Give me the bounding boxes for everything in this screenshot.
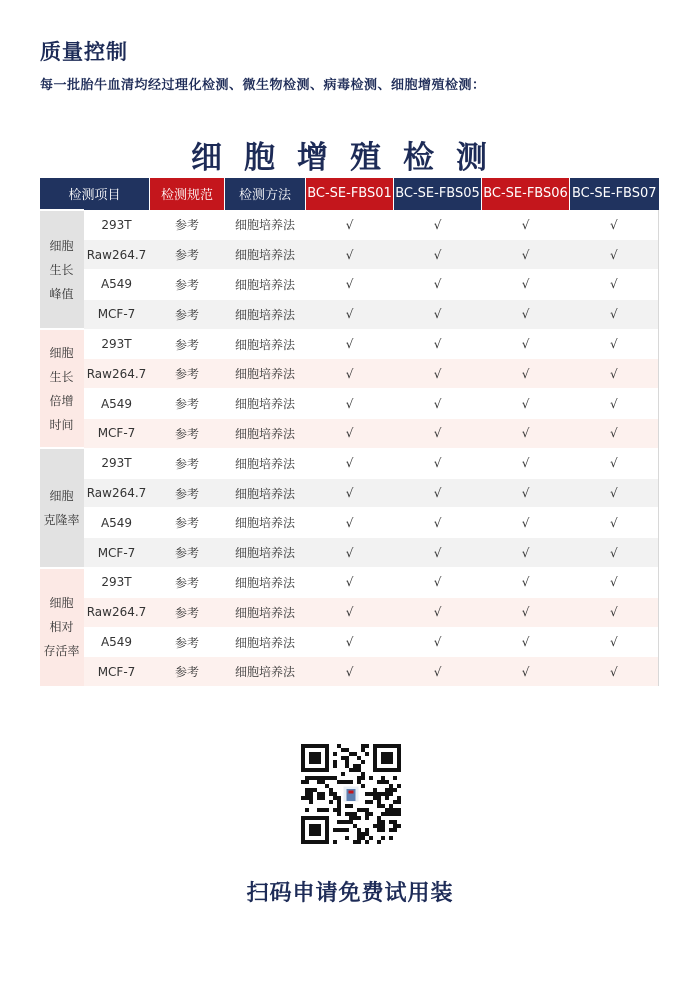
- check-mark: √: [394, 299, 482, 329]
- check-mark: √: [394, 627, 482, 657]
- table-row: [40, 270, 659, 300]
- cell-line: 293T: [84, 329, 150, 359]
- group-label: 细胞 相对 存活率: [40, 568, 84, 687]
- check-mark: √: [570, 299, 659, 329]
- check-mark: √: [482, 210, 570, 240]
- check-mark: √: [394, 597, 482, 627]
- spec-cell: 参考: [150, 538, 225, 568]
- method-cell: 细胞培养法: [225, 419, 306, 449]
- table-row: [40, 329, 659, 359]
- check-mark: √: [394, 657, 482, 686]
- group-label: 细胞 生长 倍增 时间: [40, 329, 84, 448]
- cell-line: MCF-7: [84, 538, 150, 568]
- check-mark: √: [482, 270, 570, 300]
- check-mark: √: [570, 389, 659, 419]
- check-mark: √: [570, 508, 659, 538]
- table-row: [40, 597, 659, 627]
- table-row: [40, 240, 659, 270]
- cell-line: MCF-7: [84, 657, 150, 686]
- method-cell: 细胞培养法: [225, 240, 306, 270]
- check-mark: √: [570, 329, 659, 359]
- check-mark: √: [482, 240, 570, 270]
- check-mark: √: [394, 240, 482, 270]
- spec-cell: 参考: [150, 657, 225, 686]
- header-test-item: 检测项目: [40, 178, 150, 210]
- header-fbs01: BC-SE-FBS01: [306, 178, 394, 210]
- method-cell: 细胞培养法: [225, 627, 306, 657]
- group-label: 细胞 克隆率: [40, 448, 84, 567]
- header-spec: 检测规范: [150, 178, 225, 210]
- check-mark: √: [482, 448, 570, 478]
- spec-cell: 参考: [150, 299, 225, 329]
- method-cell: 细胞培养法: [225, 657, 306, 686]
- check-mark: √: [570, 568, 659, 598]
- check-mark: √: [394, 210, 482, 240]
- check-mark: √: [306, 538, 394, 568]
- cell-line: Raw264.7: [84, 478, 150, 508]
- method-cell: 细胞培养法: [225, 389, 306, 419]
- cell-line: 293T: [84, 210, 150, 240]
- check-mark: √: [482, 389, 570, 419]
- table-row: [40, 419, 659, 449]
- qr-code-icon: [301, 744, 401, 844]
- table-row: [40, 538, 659, 568]
- check-mark: √: [394, 270, 482, 300]
- check-mark: √: [394, 478, 482, 508]
- check-mark: √: [306, 508, 394, 538]
- check-mark: √: [394, 359, 482, 389]
- cell-line: Raw264.7: [84, 359, 150, 389]
- table-row: [40, 299, 659, 329]
- method-cell: 细胞培养法: [225, 329, 306, 359]
- table-body: [40, 210, 659, 686]
- check-mark: √: [570, 627, 659, 657]
- check-mark: √: [482, 478, 570, 508]
- check-mark: √: [482, 597, 570, 627]
- check-mark: √: [570, 478, 659, 508]
- table-row: [40, 359, 659, 389]
- table-title: 细胞增殖检测: [191, 140, 509, 176]
- table-row: [40, 448, 659, 478]
- method-cell: 细胞培养法: [225, 478, 306, 508]
- check-mark: √: [570, 597, 659, 627]
- spec-cell: 参考: [150, 329, 225, 359]
- cell-line: A549: [84, 389, 150, 419]
- table-row: [40, 389, 659, 419]
- check-mark: √: [306, 389, 394, 419]
- header-fbs06: BC-SE-FBS06: [482, 178, 570, 210]
- check-mark: √: [482, 627, 570, 657]
- method-cell: 细胞培养法: [225, 508, 306, 538]
- table-row: [40, 478, 659, 508]
- method-cell: 细胞培养法: [225, 597, 306, 627]
- check-mark: √: [482, 508, 570, 538]
- check-mark: √: [482, 299, 570, 329]
- call-to-action: 扫码申请免费试用装: [246, 881, 454, 906]
- cell-line: Raw264.7: [84, 597, 150, 627]
- check-mark: √: [306, 448, 394, 478]
- cell-line: Raw264.7: [84, 240, 150, 270]
- check-mark: √: [482, 538, 570, 568]
- table-header-row: [40, 178, 659, 210]
- check-mark: √: [306, 270, 394, 300]
- check-mark: √: [306, 329, 394, 359]
- check-mark: √: [482, 359, 570, 389]
- check-mark: √: [570, 657, 659, 686]
- section-heading: 质量控制: [40, 40, 128, 64]
- check-mark: √: [306, 657, 394, 686]
- check-mark: √: [394, 419, 482, 449]
- cell-line: 293T: [84, 448, 150, 478]
- check-mark: √: [482, 329, 570, 359]
- check-mark: √: [306, 299, 394, 329]
- method-cell: 细胞培养法: [225, 538, 306, 568]
- method-cell: 细胞培养法: [225, 210, 306, 240]
- method-cell: 细胞培养法: [225, 299, 306, 329]
- check-mark: √: [570, 448, 659, 478]
- check-mark: √: [306, 359, 394, 389]
- qc-table: [39, 178, 659, 686]
- check-mark: √: [570, 210, 659, 240]
- check-mark: √: [394, 508, 482, 538]
- check-mark: √: [482, 657, 570, 686]
- check-mark: √: [570, 240, 659, 270]
- spec-cell: 参考: [150, 389, 225, 419]
- cell-line: A549: [84, 270, 150, 300]
- spec-cell: 参考: [150, 419, 225, 449]
- method-cell: 细胞培养法: [225, 448, 306, 478]
- check-mark: √: [570, 270, 659, 300]
- spec-cell: 参考: [150, 627, 225, 657]
- check-mark: √: [394, 329, 482, 359]
- table-row: [40, 568, 659, 598]
- section-subheading: 每一批胎牛血清均经过理化检测、微生物检测、病毒检测、细胞增殖检测：: [40, 78, 486, 93]
- spec-cell: 参考: [150, 478, 225, 508]
- check-mark: √: [482, 568, 570, 598]
- check-mark: √: [394, 389, 482, 419]
- check-mark: √: [394, 448, 482, 478]
- table-row: [40, 627, 659, 657]
- spec-cell: 参考: [150, 448, 225, 478]
- header-method: 检测方法: [225, 178, 306, 210]
- header-fbs05: BC-SE-FBS05: [394, 178, 482, 210]
- cell-line: MCF-7: [84, 419, 150, 449]
- cell-line: A549: [84, 627, 150, 657]
- check-mark: √: [570, 359, 659, 389]
- header-fbs07: BC-SE-FBS07: [570, 178, 659, 210]
- cell-line: A549: [84, 508, 150, 538]
- check-mark: √: [306, 568, 394, 598]
- check-mark: √: [570, 538, 659, 568]
- cell-line: MCF-7: [84, 299, 150, 329]
- method-cell: 细胞培养法: [225, 359, 306, 389]
- spec-cell: 参考: [150, 568, 225, 598]
- table-row: [40, 508, 659, 538]
- spec-cell: 参考: [150, 210, 225, 240]
- spec-cell: 参考: [150, 508, 225, 538]
- check-mark: √: [394, 538, 482, 568]
- spec-cell: 参考: [150, 270, 225, 300]
- check-mark: √: [394, 568, 482, 598]
- group-label: 细胞 生长 峰值: [40, 210, 84, 329]
- table-row: [40, 657, 659, 686]
- cell-line: 293T: [84, 568, 150, 598]
- spec-cell: 参考: [150, 359, 225, 389]
- check-mark: √: [306, 240, 394, 270]
- method-cell: 细胞培养法: [225, 270, 306, 300]
- check-mark: √: [482, 419, 570, 449]
- spec-cell: 参考: [150, 240, 225, 270]
- spec-cell: 参考: [150, 597, 225, 627]
- check-mark: √: [306, 627, 394, 657]
- check-mark: √: [306, 419, 394, 449]
- table-row: [40, 210, 659, 240]
- check-mark: √: [306, 597, 394, 627]
- check-mark: √: [306, 210, 394, 240]
- method-cell: 细胞培养法: [225, 568, 306, 598]
- check-mark: √: [306, 478, 394, 508]
- check-mark: √: [570, 419, 659, 449]
